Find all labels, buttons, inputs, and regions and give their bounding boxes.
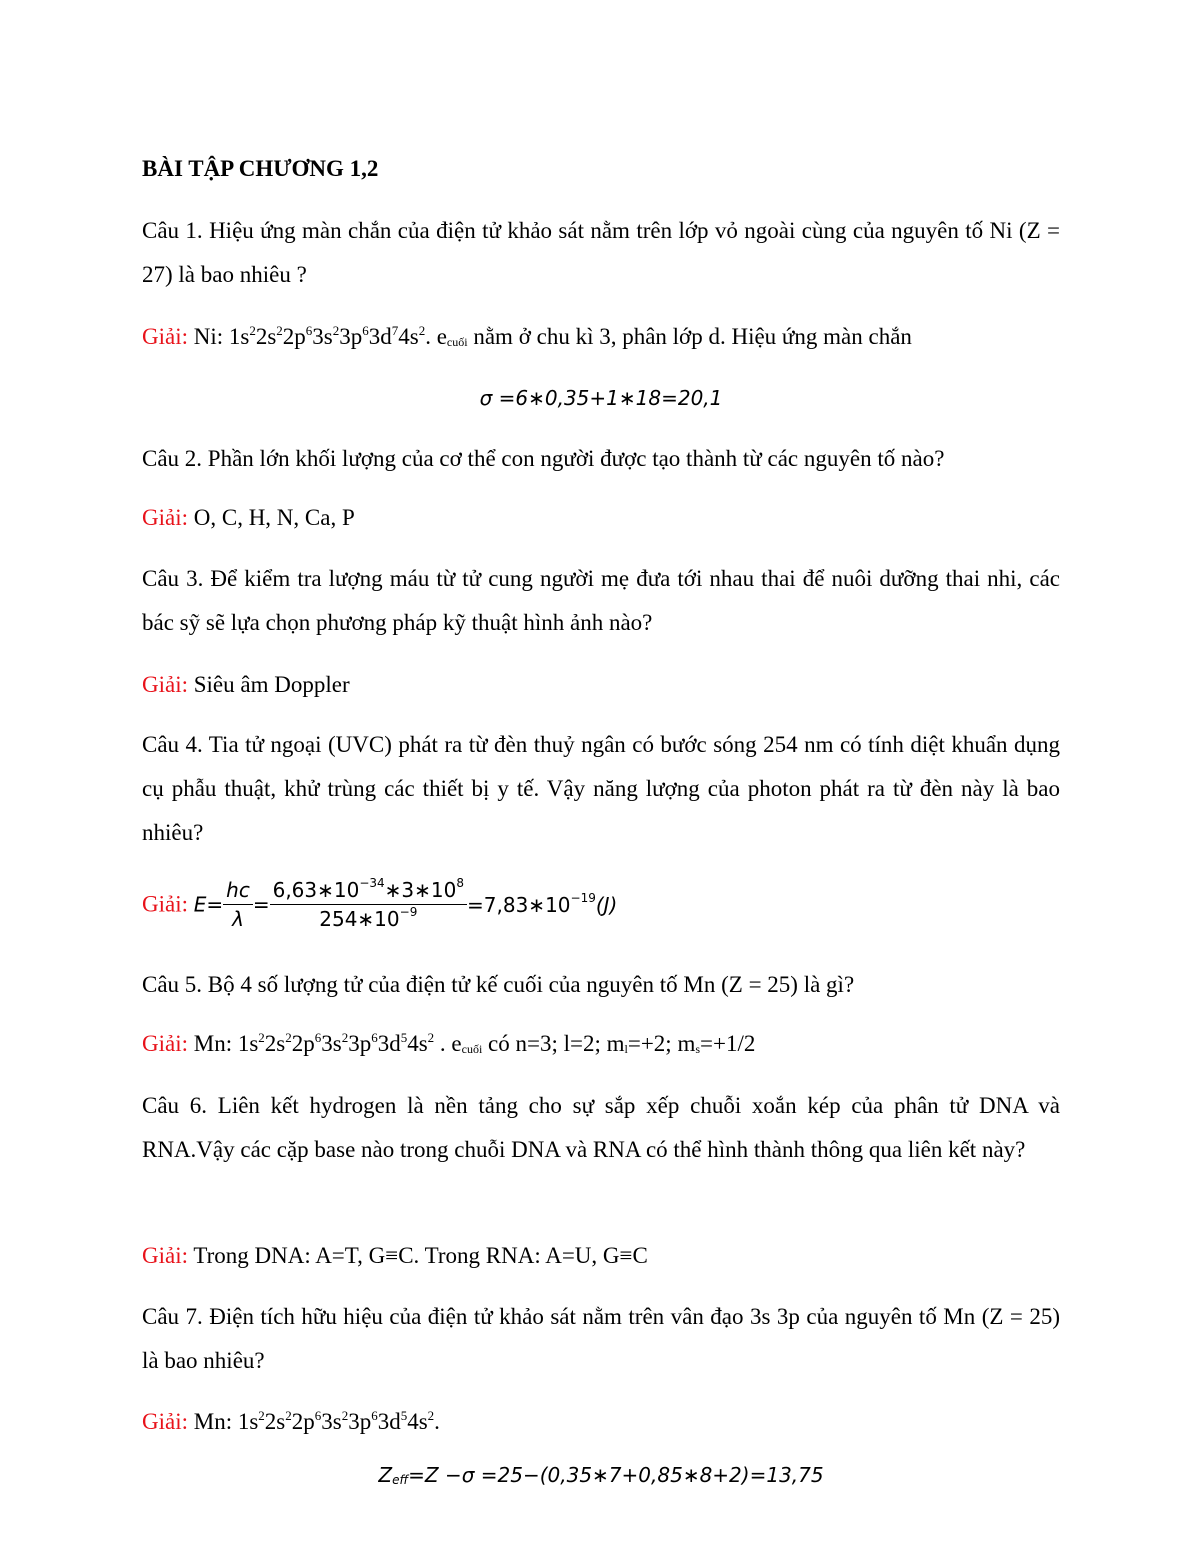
answer-1-subscript: cuối <box>446 335 468 349</box>
page-title: BÀI TẬP CHƯƠNG 1,2 <box>142 156 379 181</box>
answer-1-text: . e <box>425 324 447 349</box>
answer-3-text: Siêu âm Doppler <box>193 672 350 697</box>
answer-5-text: . e <box>434 1031 462 1056</box>
answer-5-config: $1s^22s^22p^63s^23p^63d^54s^2$ <box>237 1030 435 1056</box>
formula-7: $Z_{eff}=Z -\sigma$ =25−(0,35∗7+0,85∗8+2)=13,75 <box>378 1463 824 1487</box>
question-6: Câu 6. Liên kết hydrogen là nền tảng cho sự sắp xếp chuỗi xoắn kép của phân tử DNA và RNA.Vậy các cặp base nào trong chuỗi DNA và RNA có thể hình thành thông qua liên kết này? <box>142 1093 1060 1162</box>
answer-label: Giải: <box>142 1243 188 1268</box>
answer-7 <box>142 1400 1060 1444</box>
answer-5-text-2: có n=3; l=2; m <box>482 1031 625 1056</box>
answer-5 <box>142 1022 1060 1066</box>
answer-7-end: . <box>434 1409 440 1434</box>
answer-label: Giải: <box>142 1031 188 1056</box>
answer-6-text: Trong DNA: A=T, G≡C. Trong RNA: A=U, G≡C <box>193 1243 648 1268</box>
formula-4-fraction-1: $\frac{hc}{\lambda}$ <box>223 876 253 933</box>
answer-1-config: $1s^22s^22p^63s^23p^63d^74s^2$ <box>228 323 426 349</box>
answer-label: Giải: <box>142 891 188 917</box>
question-2: Câu 2. Phần lớn khối lượng của cơ thể con người được tạo thành từ các nguyên tố nào? <box>142 446 945 471</box>
answer-label: Giải: <box>142 672 188 697</box>
question-1: Câu 1. Hiệu ứng màn chắn của điện tử khảo sát nằm trên lớp vỏ ngoài cùng của nguyên tố Ni (Z = 27) là bao nhiêu ? <box>142 218 1060 287</box>
answer-5-text-3: =+2; m <box>627 1031 696 1056</box>
answer-label: Giải: <box>142 324 188 349</box>
question-5: Câu 5. Bộ 4 số lượng tử của điện tử kế cuối của nguyên tố Mn (Z = 25) là gì? <box>142 972 855 997</box>
question-4: Câu 4. Tia tử ngoại (UVC) phát ra từ đèn thuỷ ngân có bước sóng 254 nm có tính diệt khuẩn dụng cụ phẫu thuật, khử trùng các thiết bị y tế. Vậy năng lượng của photon phát ra từ đèn này là bao nhiêu? <box>142 732 1060 845</box>
question-7: Câu 7. Điện tích hữu hiệu của điện tử khảo sát nằm trên vân đạo 3s 3p của nguyên tố Mn (Z = 25) là bao nhiêu? <box>142 1304 1060 1373</box>
answer-5-element: Mn: <box>193 1031 238 1056</box>
answer-5-ml-subscript: l <box>624 1042 628 1056</box>
answer-1 <box>142 315 1060 359</box>
answer-6 <box>142 1234 1060 1278</box>
answer-5-subscript: cuối <box>461 1042 483 1056</box>
answer-label: Giải: <box>142 505 188 530</box>
answer-1-element: Ni: <box>193 324 229 349</box>
answer-3 <box>142 663 1060 707</box>
question-3: Câu 3. Để kiểm tra lượng máu từ tử cung người mẹ đưa tới nhau thai để nuôi dưỡng thai nhi, các bác sỹ sẽ lựa chọn phương pháp kỹ thuật hình ảnh nào? <box>142 566 1060 635</box>
answer-5-ms-subscript: s <box>695 1042 701 1056</box>
formula-4-equals: = <box>252 892 270 917</box>
formula-4-lhs: E= <box>193 892 224 917</box>
answer-label: Giải: <box>142 1409 188 1434</box>
answer-7-config: $1s^22s^22p^63s^23p^63d^54s^2$ <box>237 1408 435 1434</box>
answer-2-text: O, C, H, N, Ca, P <box>193 505 355 530</box>
answer-5-text-4: =+1/2 <box>700 1031 756 1056</box>
answer-1-text-2: nằm ở chu kì 3, phân lớp d. Hiệu ứng màn chắn <box>467 324 912 349</box>
formula-1: σ =6∗0,35+1∗18=20,1 <box>479 386 723 410</box>
answer-4 <box>142 876 1060 933</box>
formula-4-fraction-2: $\frac{6,63∗10^{-34}∗3∗10^8}{254∗10^{-9}}$ <box>270 876 467 933</box>
answer-7-element: Mn: <box>193 1409 238 1434</box>
formula-4-result: $=7,83∗10^{-19}(J)$ <box>467 890 618 917</box>
answer-2 <box>142 496 1060 540</box>
